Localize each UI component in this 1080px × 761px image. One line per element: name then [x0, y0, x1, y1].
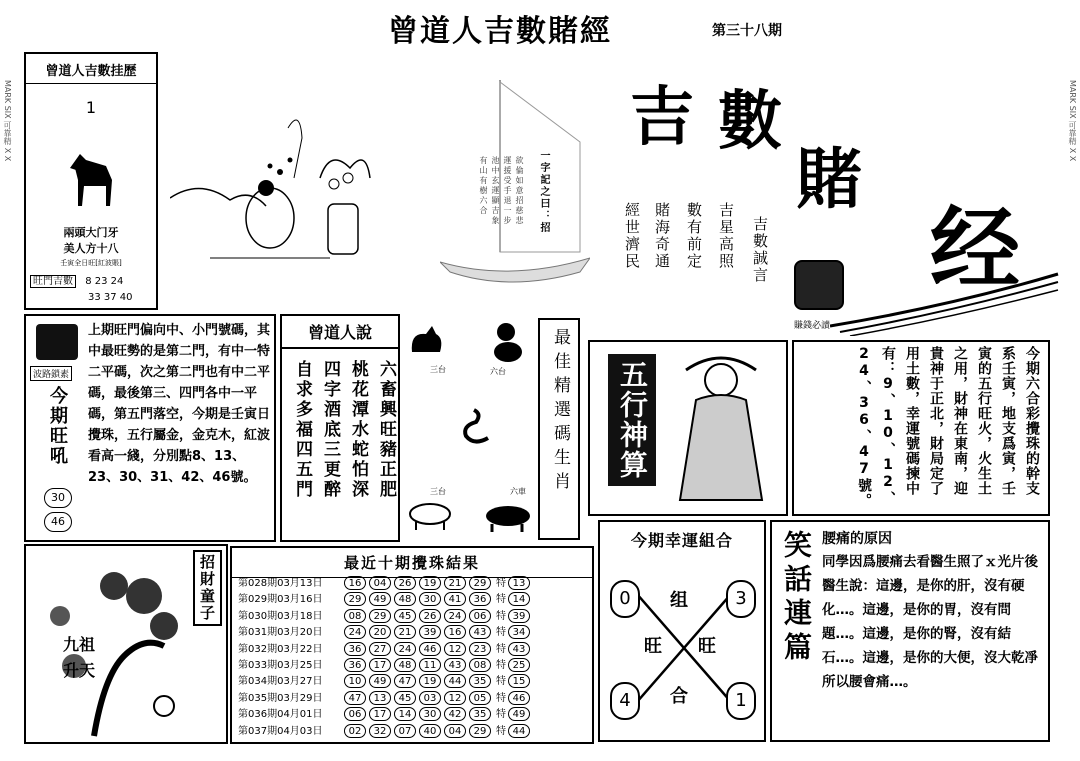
joke-box — [770, 520, 1050, 742]
special-ball: 39 — [508, 609, 530, 623]
lucky-combo-title: 今期幸運組合 — [630, 531, 733, 550]
calendar-poem-1: 兩頭大门牙 — [63, 226, 119, 239]
results-row — [238, 625, 533, 641]
logo-stamp-label: 賺錢必讀 — [794, 321, 831, 331]
result-ball: 03 — [419, 691, 441, 705]
joke-head: 腰痛的原因 — [822, 531, 892, 547]
result-ball: 48 — [394, 592, 416, 606]
combo-center-right: 旺 — [698, 636, 716, 657]
result-ball: 30 — [419, 592, 441, 606]
result-ball: 29 — [469, 724, 491, 738]
zeng-says-col-2: 桃花潭水蛇怕深 — [348, 360, 368, 500]
boat-line-3: 池中玄運顯吉象 — [491, 156, 500, 226]
fortune-boy-caption-1 — [56, 632, 102, 684]
special-label: 特 — [496, 627, 506, 639]
result-ball: 26 — [394, 576, 416, 590]
results-row-label: 第036期04月01日 — [238, 709, 323, 721]
hot-door-side-title: 今期旺吼 — [47, 386, 68, 466]
result-ball: 26 — [419, 609, 441, 623]
pig-icon — [484, 502, 534, 532]
special-label: 特 — [496, 692, 506, 704]
zodiac-label-4: 六車 — [510, 487, 526, 496]
result-ball: 49 — [369, 674, 391, 688]
calendar-numbers-2: 33 37 40 — [88, 292, 133, 303]
special-ball: 43 — [508, 642, 530, 656]
special-ball: 15 — [508, 674, 530, 688]
result-ball: 44 — [444, 674, 466, 688]
result-ball: 05 — [469, 691, 491, 705]
result-ball: 36 — [344, 642, 366, 656]
result-ball: 24 — [444, 609, 466, 623]
special-label: 特 — [496, 709, 506, 721]
special-ball: 34 — [508, 625, 530, 639]
deity-figure-icon — [666, 350, 776, 510]
special-ball: 25 — [508, 658, 530, 672]
result-ball: 12 — [444, 691, 466, 705]
combo-corner-2: 3 — [726, 580, 756, 618]
boat-sail-text: 一字記之曰：招 — [538, 150, 549, 234]
special-label: 特 — [496, 676, 506, 688]
boat-line-1: 欲倫如意招慈悲 — [515, 156, 524, 226]
calendar-numbers-1: 8 23 24 — [85, 276, 124, 287]
result-ball: 19 — [419, 674, 441, 688]
result-ball: 40 — [419, 724, 441, 738]
result-ball: 08 — [344, 609, 366, 623]
result-ball: 48 — [394, 658, 416, 672]
result-ball: 49 — [369, 592, 391, 606]
circle-number-1: 30 — [44, 488, 72, 508]
rooster-icon — [406, 322, 446, 362]
combo-corner-1: 0 — [610, 580, 640, 618]
result-ball: 45 — [394, 691, 416, 705]
calendar-day: 1 — [85, 98, 97, 117]
result-ball: 29 — [469, 576, 491, 590]
result-ball: 36 — [469, 592, 491, 606]
logo-col-4: 吉星高照 — [717, 202, 735, 270]
special-label: 特 — [496, 578, 506, 589]
circle-number-2: 46 — [44, 512, 72, 532]
special-label: 特 — [496, 594, 506, 606]
result-ball: 06 — [344, 707, 366, 721]
results-row — [238, 658, 533, 674]
result-ball: 17 — [369, 707, 391, 721]
result-ball: 13 — [369, 691, 391, 705]
boat-illustration — [440, 72, 590, 292]
fortune-boy-badge: 招財童子 — [193, 550, 222, 626]
result-ball: 24 — [344, 625, 366, 639]
results-row — [238, 642, 533, 658]
result-ball: 45 — [394, 609, 416, 623]
logo-col-1: 經世濟民 — [623, 202, 641, 270]
result-ball: 14 — [394, 707, 416, 721]
logo-col-2: 賭海奇通 — [653, 202, 671, 270]
results-row — [238, 724, 533, 740]
fortune-boy-caption: 九祖升天 — [62, 635, 95, 680]
combo-center-top: 组 — [670, 590, 688, 611]
lucky-number-text: 今期六合彩攪珠的幹支系壬寅，地支爲寅，壬寅的五行旺火，火生土之用，財神在東南，迎貴神于正北，財局定了用土數，幸運號碼揀中有：9、10、12、24、36、47號。 — [856, 346, 1040, 508]
results-row-label: 第037期04月03日 — [238, 725, 323, 737]
zodiac-label-3: 三台 — [430, 487, 446, 496]
result-ball: 41 — [444, 592, 466, 606]
hot-door-box — [24, 314, 276, 542]
boat-line-4: 有山有樹六合 — [479, 156, 488, 216]
special-ball: 13 — [508, 576, 530, 590]
result-ball: 30 — [419, 707, 441, 721]
result-ball: 02 — [344, 724, 366, 738]
results-row — [238, 674, 533, 690]
result-ball: 23 — [469, 642, 491, 656]
zeng-says-title: 曾道人說 — [282, 320, 398, 349]
snake-icon — [452, 406, 492, 450]
calendar-box — [24, 52, 158, 310]
results-row — [238, 707, 533, 723]
results-row-label: 第030期03月18日 — [238, 610, 323, 622]
special-ball: 49 — [508, 707, 530, 721]
result-ball: 46 — [419, 642, 441, 656]
result-ball: 42 — [444, 707, 466, 721]
boat-line-2: 運援受手退一步 — [503, 156, 512, 226]
fortune-boy-box — [24, 544, 228, 744]
zeng-says-col-3: 四字酒底三更醉 — [320, 360, 340, 500]
result-ball: 16 — [444, 625, 466, 639]
result-ball: 35 — [469, 674, 491, 688]
results-row-label: 第032期03月22日 — [238, 643, 323, 655]
joke-text: 同學因爲腰痛去看醫生照了ｘ光片後醫生說：這邊，是你的肝，沒有硬化…。這邊，是你的胃，沒有問題…。這邊，是你的腎，沒有結石…。這邊，是你的大便，沒大乾凈所以腰會痛…。 — [822, 554, 1038, 690]
results-row — [238, 576, 533, 592]
result-ball: 47 — [394, 674, 416, 688]
calendar-label: 旺門吉數 — [30, 275, 76, 288]
result-ball: 12 — [444, 642, 466, 656]
result-ball: 21 — [394, 625, 416, 639]
right-edge-strip: MARK SIX 可靠精 X X — [1068, 80, 1077, 162]
deity-title: 五行神算 — [608, 354, 656, 486]
result-ball: 17 — [369, 658, 391, 672]
result-ball: 39 — [419, 625, 441, 639]
special-ball: 46 — [508, 691, 530, 705]
lucky-combo-box — [598, 520, 766, 742]
special-ball: 44 — [508, 724, 530, 738]
result-ball: 07 — [394, 724, 416, 738]
monkey-icon — [488, 320, 528, 364]
zeng-says-col-1: 六畜興旺豬正肥 — [376, 360, 396, 500]
results-row-label: 第031期03月20日 — [238, 627, 323, 639]
results-title: 最近十期攪珠結果 — [232, 552, 592, 578]
result-ball: 36 — [344, 658, 366, 672]
special-label: 特 — [496, 660, 506, 671]
calendar-poem-small: 壬寅全日旺[紅波賬] — [60, 259, 122, 267]
result-ball: 24 — [394, 642, 416, 656]
result-ball: 27 — [369, 642, 391, 656]
results-row-label: 第028期03月13日 — [238, 578, 323, 589]
logo-stamp — [794, 260, 844, 310]
result-ball: 19 — [419, 576, 441, 590]
deity-box — [588, 340, 788, 516]
lucky-number-box — [792, 340, 1050, 516]
issue-number: 第三十八期 — [712, 23, 782, 39]
result-ball: 29 — [369, 609, 391, 623]
results-row-label: 第034期03月27日 — [238, 676, 323, 688]
result-ball: 06 — [469, 609, 491, 623]
page-title: 曾道人吉數賭經 — [388, 14, 612, 49]
calendar-poem-2: 美人方十八 — [63, 242, 119, 255]
special-label: 特 — [496, 610, 506, 622]
combo-corner-3: 4 — [610, 682, 640, 720]
zodiac-label-2: 六台 — [490, 367, 506, 376]
results-row — [238, 609, 533, 625]
result-ball: 29 — [344, 592, 366, 606]
result-ball: 08 — [469, 658, 491, 672]
result-ball: 04 — [444, 724, 466, 738]
left-edge-strip: MARK SIX 可靠精 X X — [3, 80, 12, 162]
joke-title: 笑話連篇 — [780, 530, 813, 666]
hot-door-icon-caption: 波路鎖素 — [30, 366, 72, 381]
special-label: 特 — [496, 725, 506, 737]
logo-swoosh — [830, 266, 1060, 336]
logo-col-3: 數有前定 — [685, 202, 703, 270]
scholar-illustration — [170, 108, 410, 278]
results-row-label: 第035期03月29日 — [238, 692, 323, 704]
result-ball: 11 — [419, 658, 441, 672]
result-ball: 35 — [469, 707, 491, 721]
sheep-icon — [404, 498, 456, 532]
zodiac-area — [402, 316, 536, 542]
special-ball: 14 — [508, 592, 530, 606]
zodiac-side-box — [538, 318, 580, 540]
result-ball: 04 — [369, 576, 391, 590]
result-ball: 10 — [344, 674, 366, 688]
result-ball: 43 — [469, 625, 491, 639]
combo-center-bottom: 合 — [670, 686, 688, 707]
results-row-label: 第029期03月16日 — [238, 594, 323, 606]
results-row-label: 第033期03月25日 — [238, 660, 323, 671]
logo-block — [600, 56, 1060, 336]
results-row — [238, 592, 533, 608]
special-label: 特 — [496, 643, 506, 655]
zodiac-label-1: 三台 — [430, 365, 446, 374]
logo-char-2: 數 — [718, 84, 782, 159]
calendar-title: 曾道人吉數挂歷 — [26, 60, 156, 84]
results-row — [238, 691, 533, 707]
logo-char-1: 吉 — [630, 80, 694, 155]
wave-icon — [36, 324, 78, 360]
zeng-says-box — [280, 314, 400, 542]
logo-char-4: 经 — [930, 196, 1020, 302]
result-ball: 16 — [344, 576, 366, 590]
hot-door-text: 上期旺門偏向中、小門號碼，其中最旺勢的是第二門，有中一特二平碼，次之第二門也有中二平碼，最後第三、四門各中一平碼，第五門落空，今期是壬寅日攪珠，五行屬金，金克木，紅波看高一綫，分別點8、13、23、30、31、42、46號。 — [88, 323, 271, 485]
horse-icon — [66, 150, 120, 210]
combo-center-left: 旺 — [644, 636, 662, 657]
logo-char-3: 賭 — [796, 140, 862, 218]
result-ball: 32 — [369, 724, 391, 738]
combo-corner-4: 1 — [726, 682, 756, 720]
result-ball: 21 — [444, 576, 466, 590]
logo-motto: 吉數誠言 — [751, 216, 769, 284]
result-ball: 43 — [444, 658, 466, 672]
result-ball: 47 — [344, 691, 366, 705]
zodiac-side-text: 最佳精選碼生肖 — [550, 328, 570, 496]
zeng-says-col-4: 自求多福四五門 — [292, 360, 312, 500]
result-ball: 20 — [369, 625, 391, 639]
